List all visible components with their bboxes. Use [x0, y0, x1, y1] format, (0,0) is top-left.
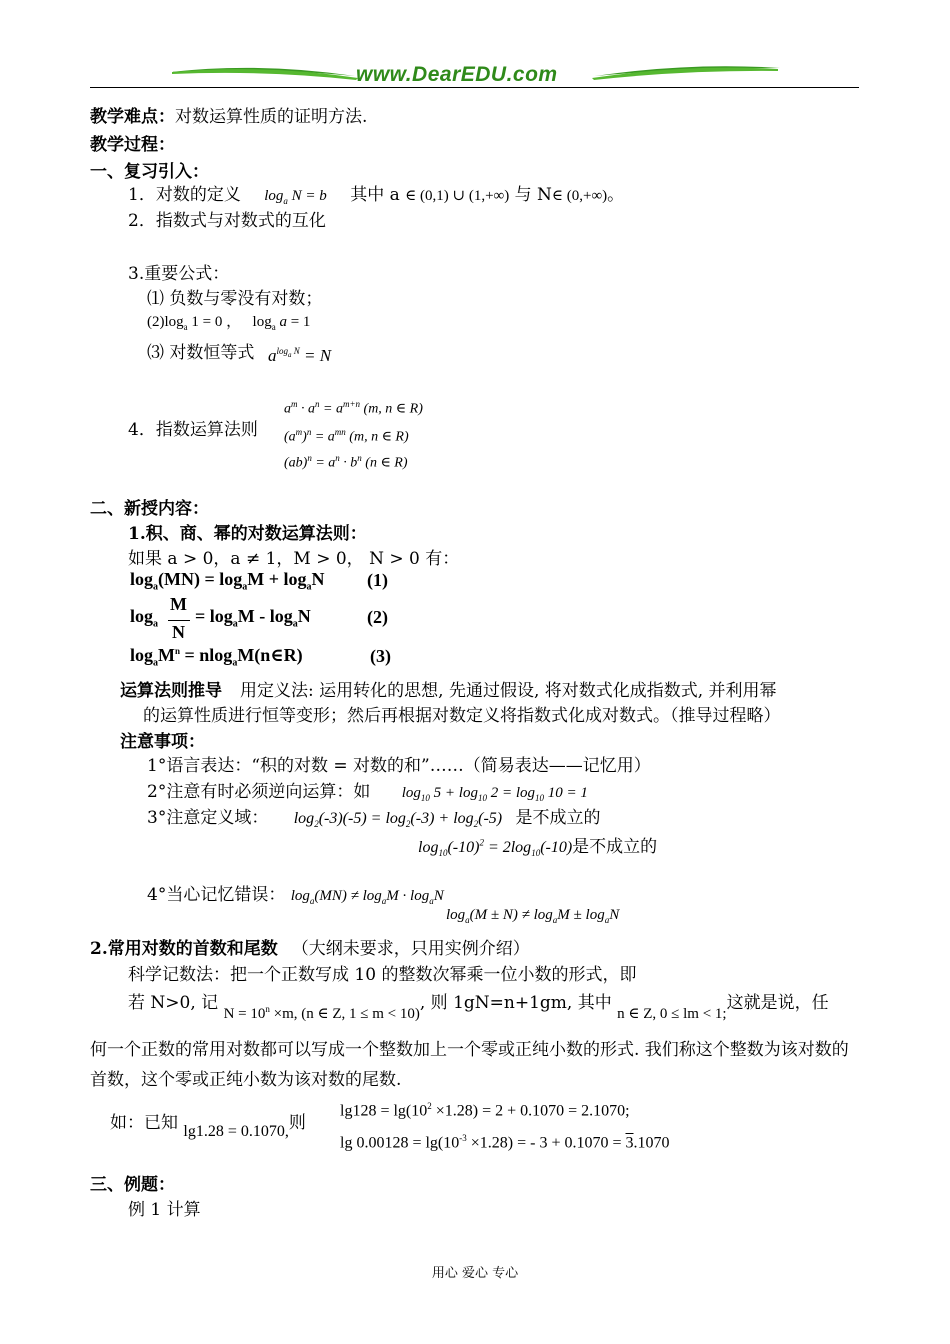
law-2-left: $\log_a$ — [130, 606, 159, 630]
law-2-right: = $\log_aM - \log_aN$ — [195, 606, 311, 630]
footer-text: 用心 爱心 专心 — [431, 1266, 519, 1281]
note-1: 1°语言表达：“积的对数 = 对数的和”……（简易表达——记忆用） — [147, 756, 651, 776]
mantissa-paragraph: 何一个正数的常用对数都可以写成一个整数加上一个零或正纯小数的形式. 我们称这个整数为该对数的首数，这个零或正纯小数为该对数的尾数. — [90, 1040, 849, 1090]
header-rule — [90, 87, 859, 88]
law-3-number: (3) — [370, 646, 391, 666]
law-1: $\log_a(MN) = \log_aM + \log_aN$ — [130, 569, 325, 593]
subsection-2-1: 1.积、商、幂的对数运算法则： — [128, 524, 367, 544]
example-given: 如：已知 lg1.28 = 0.1070,则 — [110, 1113, 306, 1140]
exp-rule-2: $(a^m)^n = a^{mn}$ (m, n ∈ R) — [284, 427, 409, 445]
exp-rule-1: $a^m \cdot a^n = a^{m+n}$ (m, n ∈ R) — [284, 399, 423, 417]
example-result-1: $\lg 128 = \lg(10^2 \times 1.28) = 2 + 0.1070 = 2.1070$; — [340, 1101, 630, 1120]
note-3-second: $\log_{10}(-10)^2 = 2\log_{10}(-10)$是不成立的 — [418, 837, 658, 859]
subsection-2-2: 2.常用对数的首数和尾数 （大纲未要求，只用实例介绍） — [90, 939, 530, 959]
example-result-2: $\lg 0.00128 = \lg(10^{-3} \times 1.28)$ = - 3 + 0.1070 = 3.1070 — [340, 1133, 670, 1152]
review-2-line: 2．指数式与对数式的互化 — [128, 211, 326, 231]
note-4-second: $\log_a(M \pm N) \ne \log_aM \pm \log_aN$ — [446, 907, 620, 925]
review-1-line: 1．对数的定义 $\log_a N = b$ 其中 a ∈ (0,1) ∪ (1,+∞) 与 N∈ (0,+∞)。 — [128, 185, 625, 206]
formula-3-3: $a^{log_a N} = N$ — [268, 346, 332, 365]
law-2-number: (2) — [367, 607, 388, 627]
section-1-heading: 一、复习引入： — [90, 162, 209, 182]
note-3: 3°注意定义域： $\log_2(-3)(-5) = \log_2(-3) + \log_2(-5)$ 是不成立的 — [147, 808, 601, 830]
derivation-line-2: 的运算性质进行恒等变形；然后再根据对数定义将指数式化成对数式。（推导过程略） — [143, 706, 781, 726]
note-2: 2°注意有时必须逆向运算：如 $\log_{10} 5 + \log_{10} 2 = \log_{10} 10 = 1$ — [147, 782, 588, 803]
notes-heading: 注意事项： — [120, 732, 205, 752]
section-3-heading: 三、例题： — [90, 1175, 175, 1195]
law-1-number: (1) — [367, 570, 388, 590]
law-2-numerator: M — [170, 594, 187, 614]
section-2-heading: 二、新授内容： — [90, 499, 209, 519]
derivation-line-1: 运算法则推导 用定义法: 运用转化的思想, 先通过假设, 将对数式化成指数式, 并利用幂 — [120, 681, 777, 701]
header-logo-text: www.DearEDU.com — [356, 63, 558, 86]
sci-notation-line: 科学记数法：把一个正数写成 10 的整数次幂乘一位小数的形式，即 — [128, 965, 637, 985]
fraction-bar — [168, 620, 190, 621]
law-3: $\log_aM^n$ = nlog$_a$M(n∈R) — [130, 645, 303, 669]
law-2-denominator: N — [172, 622, 185, 642]
note-4: 4°当心记忆错误： $\log_a(MN) \ne \log_aM \cdot \log_aN$ — [147, 885, 444, 906]
review-3-line: 3.重要公式： — [128, 264, 230, 284]
process-heading: 教学过程： — [90, 135, 175, 155]
example-1-label: 例 1 计算 — [128, 1200, 201, 1220]
exp-rule-3: $(ab)^n = a^n \cdot b^n$ (n ∈ R) — [284, 453, 408, 471]
sci-notation-line-2: 若 N>0, 记 $N = 10^n \times m$, (n ∈ Z, 1 ≤ m < 10), 则 1gN=n+1gm, 其中 n ∈ Z, 0 ≤ lm < 1;这就是说，任 — [128, 993, 829, 1022]
condition-line: 如果 a > 0，a ≠ 1，M > 0， N > 0 有： — [128, 549, 460, 569]
formula-3-1: ⑴ 负数与零没有对数； — [147, 289, 323, 309]
review-4-line: 4．指数运算法则 — [128, 420, 258, 440]
formula-3-3-label: ⑶ 对数恒等式 — [147, 343, 255, 363]
difficulty-line: 教学难点：对数运算性质的证明方法. — [90, 107, 368, 127]
formula-3-2: $(2)\log_a$ 1 = 0 ， $\log_a a = 1$ — [147, 314, 311, 332]
